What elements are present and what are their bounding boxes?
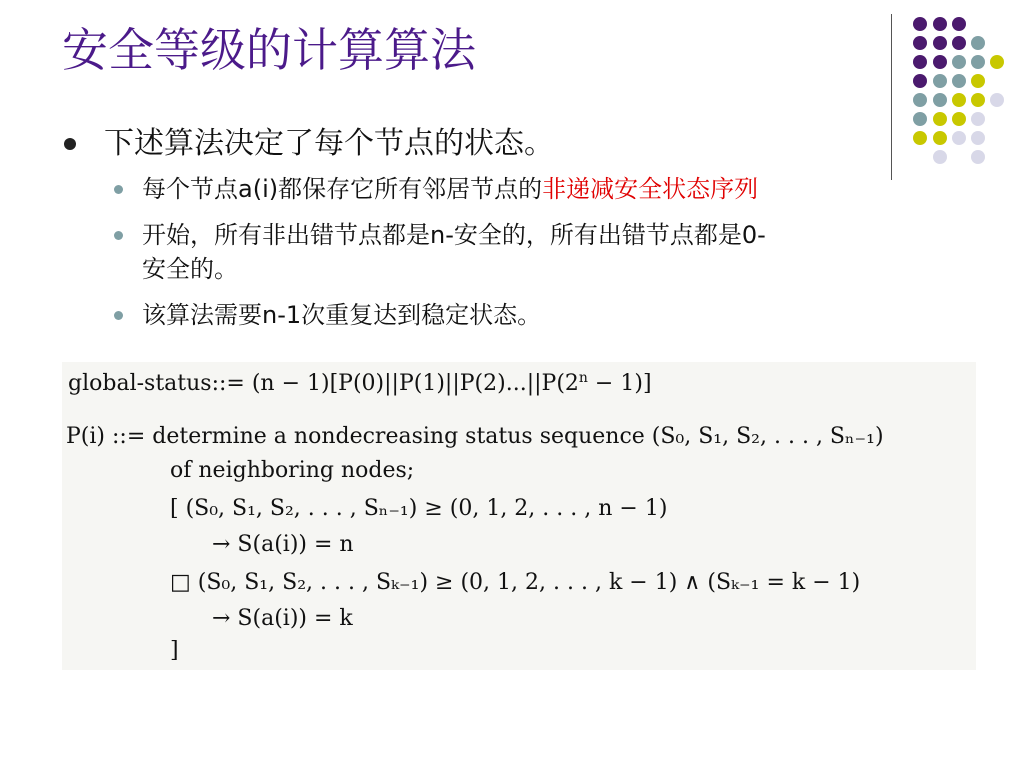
- dot: [990, 93, 1004, 107]
- formula-line-5: → S(a(i)) = n: [212, 532, 354, 557]
- dot: [952, 93, 966, 107]
- slide-title: 安全等级的计算算法: [62, 23, 476, 77]
- formula-line-4: [ (S₀, S₁, S₂, . . . , Sₙ₋₁) ≥ (0, 1, 2, . . . , n − 1): [170, 496, 668, 521]
- dot: [971, 150, 985, 164]
- bullet-level2: [62, 172, 962, 206]
- dot: [933, 36, 947, 50]
- dot: [913, 55, 927, 69]
- dot: [971, 131, 985, 145]
- formula-line-1: global-status::= $(n - 1)[P(0)||P(1)||P(2)...||P(2^n - 1)]$: [68, 370, 652, 396]
- bullet-dot-icon: [114, 311, 123, 320]
- dot: [971, 36, 985, 50]
- dot: [952, 17, 966, 31]
- dot: [952, 55, 966, 69]
- formula-line-3: of neighboring nodes;: [170, 458, 415, 483]
- dot: [952, 74, 966, 88]
- bullet-level1: [62, 122, 962, 166]
- bullet-text: 该算法需要n-1次重复达到稳定状态。: [142, 301, 542, 329]
- dot: [913, 74, 927, 88]
- dot: [971, 112, 985, 126]
- bullet-text-line2: 安全的。: [142, 255, 238, 283]
- formula-line-8: ]: [170, 638, 179, 663]
- dot: [971, 93, 985, 107]
- dot: [971, 74, 985, 88]
- dot: [952, 36, 966, 50]
- bullet-dot-icon: [64, 138, 76, 150]
- dot: [913, 93, 927, 107]
- dot: [971, 55, 985, 69]
- dot: [933, 17, 947, 31]
- dot: [933, 74, 947, 88]
- dot: [913, 17, 927, 31]
- dot: [913, 36, 927, 50]
- bullet-list: [62, 122, 962, 332]
- dot: [933, 55, 947, 69]
- bullet-level2: [62, 218, 962, 286]
- dot: [933, 93, 947, 107]
- bullet-text-line1: 开始，所有非出错节点都是n-安全的，所有出错节点都是0-: [142, 221, 766, 249]
- dot: [990, 55, 1004, 69]
- bullet-text: 下述算法决定了每个节点的状态。: [104, 126, 554, 161]
- formula-line-7: → S(a(i)) = k: [212, 606, 353, 631]
- bullet-level2: [62, 298, 962, 332]
- formula-line-6: □ (S₀, S₁, S₂, . . . , Sₖ₋₁) ≥ (0, 1, 2, . . . , k − 1) ∧ (Sₖ₋₁ = k − 1): [170, 570, 861, 595]
- highlight-text: 非递减安全状态序列: [542, 175, 759, 203]
- bullet-text: 每个节点a(i)都保存它所有邻居节点的: [142, 175, 543, 203]
- algorithm-formula-image: [62, 362, 976, 670]
- formula-line-2: P(i) ::= determine a nondecreasing status sequence (S₀, S₁, S₂, . . . , Sₙ₋₁): [66, 424, 884, 449]
- bullet-dot-icon: [114, 185, 123, 194]
- bullet-dot-icon: [114, 231, 123, 240]
